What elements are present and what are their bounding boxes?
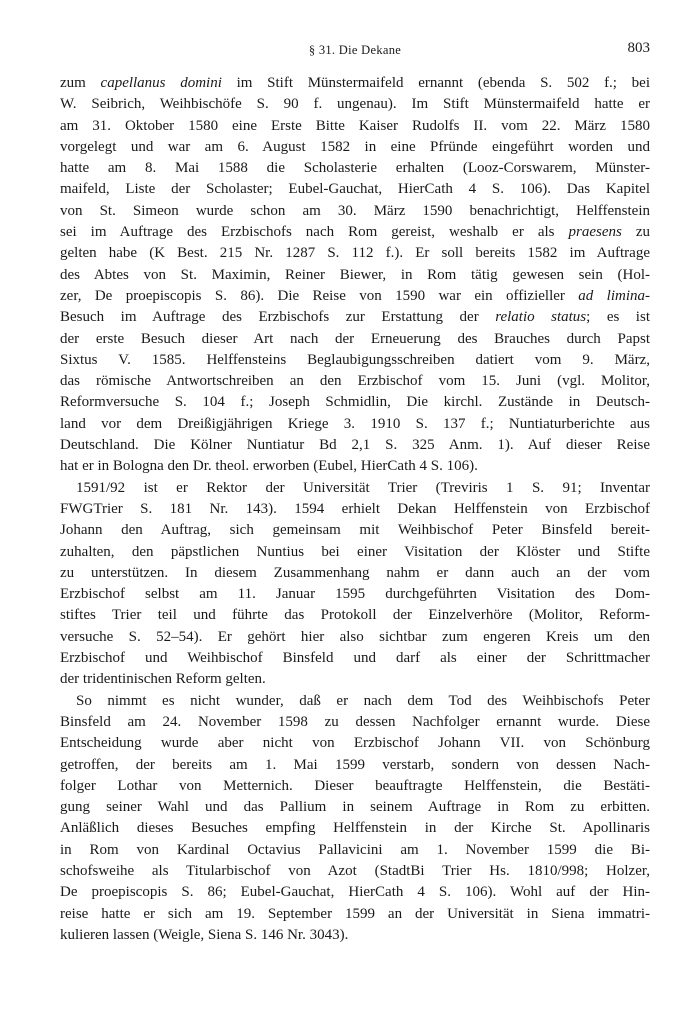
text-line: [60, 542, 650, 563]
text-run: maifeld, Liste der Scholaster; Eubel-Gauchat, HierCath 4 S. 106). Das Kapitel: [60, 181, 650, 198]
text-run: versuche S. 52–54). Er gehört hier also sichtbar zum engeren Kreis um den: [60, 628, 650, 645]
text-run: zum: [60, 75, 101, 91]
text-line: [60, 456, 650, 477]
text-line: [60, 243, 650, 264]
text-run: FWGTrier S. 181 Nr. 143). 1594 erhielt Dekan Helffenstein von Erzbischof: [60, 500, 650, 517]
text-line: [60, 286, 650, 307]
running-header: [60, 40, 650, 62]
text-run: Sixtus V. 1585. Helffensteins Beglaubigungsschreiben datiert vom 9. März,: [60, 351, 650, 368]
text-line: [60, 797, 650, 818]
text-line: [60, 861, 650, 882]
text-line: [60, 350, 650, 371]
text-line: [60, 882, 650, 903]
text-line: [60, 925, 650, 946]
text-run: das römische Antwortschreiben an den Erzbischof vom 15. Juni (vgl. Molitor,: [60, 373, 650, 390]
text-run: folger Lothar von Metternich. Dieser beauftragte Helffenstein, die Bestäti-: [60, 777, 650, 794]
text-line: [60, 73, 650, 94]
text-run: zuhalten, den päpstlichen Nuntius bei einer Visitation der Klöster und Stifte: [60, 543, 650, 560]
text-run: schofsweihe als Titularbischof von Azot (StadtBi Trier Hs. 1810/998; Holzer,: [60, 862, 650, 879]
text-run: Erzbischof selbst am 11. Januar 1595 durchgeführten Visitation des Dom-: [60, 586, 650, 603]
text-run: kulieren lassen (Weigle, Siena S. 146 Nr. 3043).: [60, 926, 349, 943]
text-line: [60, 669, 650, 690]
text-run: -: [645, 287, 650, 304]
body-text: [60, 73, 650, 946]
text-line: [60, 818, 650, 839]
text-line: [60, 94, 650, 115]
text-line: [60, 904, 650, 925]
text-line: [60, 691, 650, 712]
text-line: [60, 116, 650, 137]
text-run: Johann den Auftrag, sich gemeinsam mit Weihbischof Peter Binsfeld bereit-: [60, 522, 650, 539]
text-run: 1591/92 ist er Rektor der Universität Trier (Treviris 1 S. 91; Inventar: [76, 479, 650, 496]
italic-term: ad limina: [578, 287, 645, 304]
section-title: § 31. Die Dekane: [308, 43, 402, 57]
text-run: gung seiner Wahl und das Pallium in seinem Auftrage in Rom zu erbitten.: [60, 799, 650, 816]
text-run: De proepiscopis S. 86; Eubel-Gauchat, HierCath 4 S. 106). Wohl auf der Hin-: [60, 884, 650, 901]
text-run: zu unterstützen. In diesem Zusammenhang nahm er dann auch an der vom: [60, 564, 650, 581]
text-run: im Stift Münstermaifeld ernannt (ebenda S. 502 f.; bei: [221, 75, 651, 91]
italic-term: relatio status: [495, 309, 587, 326]
text-run: W. Seibrich, Weihbischöfe S. 90 f. ungenau). Im Stift Münstermaifeld hatte er: [60, 96, 650, 113]
text-run: Binsfeld am 24. November 1598 zu dessen Nachfolger ernannt wurde. Diese: [60, 713, 650, 730]
text-run: Reformversuche S. 104 f.; Joseph Schmidlin, Die kirchl. Zustände in Deutsch-: [60, 394, 650, 411]
text-line: [60, 776, 650, 797]
text-line: [60, 499, 650, 520]
text-run: von St. Simeon wurde schon am 30. März 1590 benachrichtigt, Helffenstein: [60, 202, 650, 219]
page-number: 803: [627, 40, 650, 56]
text-line: [60, 520, 650, 541]
text-line: [60, 392, 650, 413]
text-run: der erste Besuch dieser Art nach der Erneuerung des Brauches durch Papst: [60, 330, 650, 347]
text-run: der tridentinischen Reform gelten.: [60, 671, 266, 688]
text-line: [60, 201, 650, 222]
text-run: Deutschland. Die Kölner Nuntiatur Bd 2,1 S. 325 Anm. 1). Auf dieser Reise: [60, 437, 650, 454]
text-run: stiftes Trier teil und führte das Protokoll der Einzelverhöre (Molitor, Reform-: [60, 607, 650, 624]
text-line: [60, 563, 650, 584]
text-run: ; es ist: [586, 309, 650, 326]
text-run: gelten habe (K Best. 215 Nr. 1287 S. 112 f.). Er soll bereits 1582 im Auftrage: [60, 245, 650, 262]
text-run: zer, De proepiscopis S. 86). Die Reise von 1590 war ein offizieller: [60, 287, 579, 304]
text-run: getroffen, der bereits am 1. Mai 1599 verstarb, sondern von dessen Nach-: [60, 756, 650, 773]
text-line: [60, 627, 650, 648]
text-line: [60, 712, 650, 733]
text-line: [60, 371, 650, 392]
text-line: [60, 840, 650, 861]
text-run: am 31. Oktober 1580 eine Erste Bitte Kaiser Rudolfs II. vom 22. März 1580: [60, 117, 650, 134]
text-line: [60, 179, 650, 200]
text-run: hatte am 8. Mai 1588 die Scholasterie erhalten (Looz-Corswarem, Münster-: [60, 160, 650, 177]
text-run: vorgelegt und war am 6. August 1582 in eine Pfründe eingeführt worden und: [60, 138, 650, 155]
text-run: land vor dem Dreißigjährigen Kriege 3. 1910 S. 137 f.; Nuntiaturberichte aus: [60, 415, 650, 432]
italic-term: capellanus domini: [100, 75, 222, 91]
text-run: reise hatte er sich am 19. September 1599 an der Universität in Siena immatri-: [60, 905, 650, 922]
text-line: [60, 584, 650, 605]
text-run: zu: [621, 224, 650, 241]
text-line: [60, 137, 650, 158]
text-line: [60, 307, 650, 328]
text-line: [60, 158, 650, 179]
text-run: So nimmt es nicht wunder, daß er nach dem Tod des Weihbischofs Peter: [76, 692, 650, 709]
text-run: Anläßlich dieses Besuches empfing Helffenstein in der Kirche St. Apollinaris: [60, 820, 650, 837]
text-run: Erzbischof und Weihbischof Binsfeld und darf als einer der Schrittmacher: [60, 650, 650, 667]
text-run: sei im Auftrage des Erzbischofs nach Rom gereist, weshalb er als: [60, 224, 569, 241]
text-line: [60, 329, 650, 350]
text-line: [60, 435, 650, 456]
text-run: Besuch im Auftrage des Erzbischofs zur Erstattung der: [60, 309, 496, 326]
text-line: [60, 755, 650, 776]
text-run: in Rom von Kardinal Octavius Pallavicini am 1. November 1599 die Bi-: [60, 841, 650, 858]
text-line: [60, 733, 650, 754]
text-line: [60, 222, 650, 243]
text-line: [60, 648, 650, 669]
text-line: [60, 605, 650, 626]
text-run: des Abtes von St. Maximin, Reiner Biewer, in Rom tätig gewesen sein (Hol-: [60, 266, 650, 283]
text-line: [60, 414, 650, 435]
text-line: [60, 478, 650, 499]
text-line: [60, 265, 650, 286]
text-run: hat er in Bologna den Dr. theol. erworben (Eubel, HierCath 4 S. 106).: [60, 458, 478, 475]
text-run: Entscheidung wurde aber nicht von Erzbischof Johann VII. von Schönburg: [60, 735, 650, 752]
italic-term: praesens: [568, 224, 622, 241]
